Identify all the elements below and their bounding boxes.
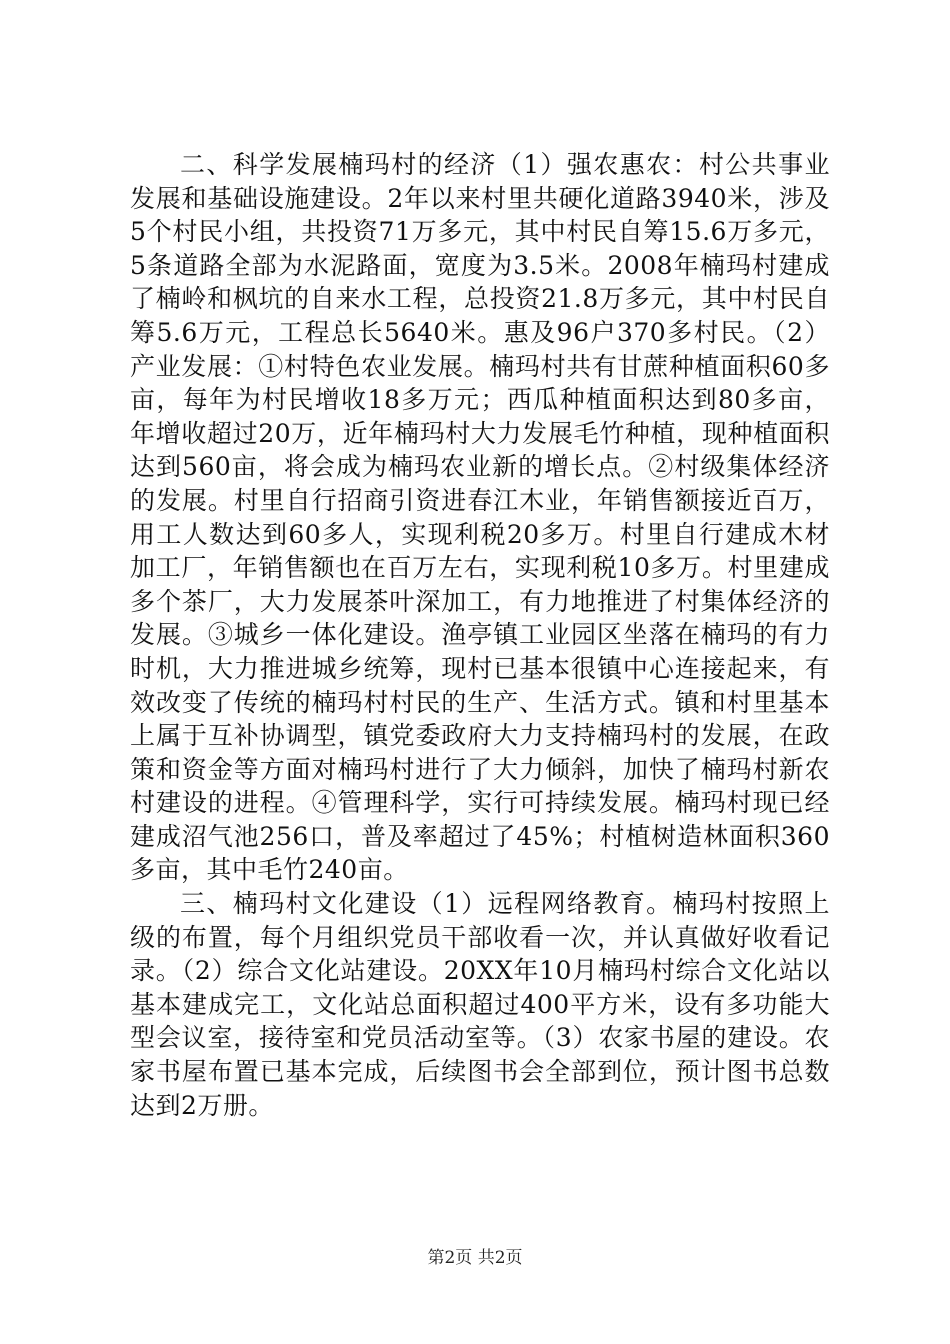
paragraph-culture: 三、楠玛村文化建设（1）远程网络教育。楠玛村按照上级的布置，每个月组织党员干部收看一次，并认真做好收看记录。（2）综合文化站建设。20XX年10月楠玛村综合文化站以基本建成完工，文化站总面积超过400平方米，设有多功能大型会议室，接待室和党员活动室等。（3）农家书屋的建设。农家书屋布置已基本完成，后续图书会全部到位，预计图书总数达到2万册。	[130, 889, 830, 1120]
page-number-footer: 第2页 共2页	[427, 1248, 523, 1268]
paragraph-economy: 二、科学发展楠玛村的经济（1）强农惠农：村公共事业发展和基础设施建设。2年以来村里共硬化道路3940米，涉及5个村民小组，共投资71万多元，其中村民自筹15.6万多元，5条道路全部为水泥路面，宽度为3.5米。2008年楠玛村建成了楠岭和枫坑的自来水工程，总投资21.8万多元，其中村民自筹5.6万元，工程总长5640米。惠及96户370多村民。（2）产业发展：①村特色农业发展。楠玛村共有甘蔗种植面积60多亩，每年为村民增收18多万元；西瓜种植面积达到80多亩，年增收超过20万，近年楠玛村大力发展毛竹种植，现种植面积达到560亩，将会成为楠玛农业新的增长点。②村级集体经济的发展。村里自行招商引资进春江木业，年销售额接近百万，用工人数达到60多人，实现利税20多万。村里自行建成木材加工厂，年销售额也在百万左右，实现利税10多万。村里建成多个茶厂，大力发展茶叶深加工，有力地推进了村集体经济的发展。③城乡一体化建设。渔亭镇工业园区坐落在楠玛的有力时机，大力推进城乡统筹，现村已基本很镇中心连接起来，有效改变了传统的楠玛村村民的生产、生活方式。镇和村里基本上属于互补协调型，镇党委政府大力支持楠玛村的发展，在政策和资金等方面对楠玛村进行了大力倾斜，加快了楠玛村新农村建设的进程。④管理科学，实行可持续发展。楠玛村现已经建成沼气池256口，普及率超过了45%；村植树造林面积360多亩，其中毛竹240亩。	[130, 150, 830, 885]
document-body	[130, 148, 830, 1122]
